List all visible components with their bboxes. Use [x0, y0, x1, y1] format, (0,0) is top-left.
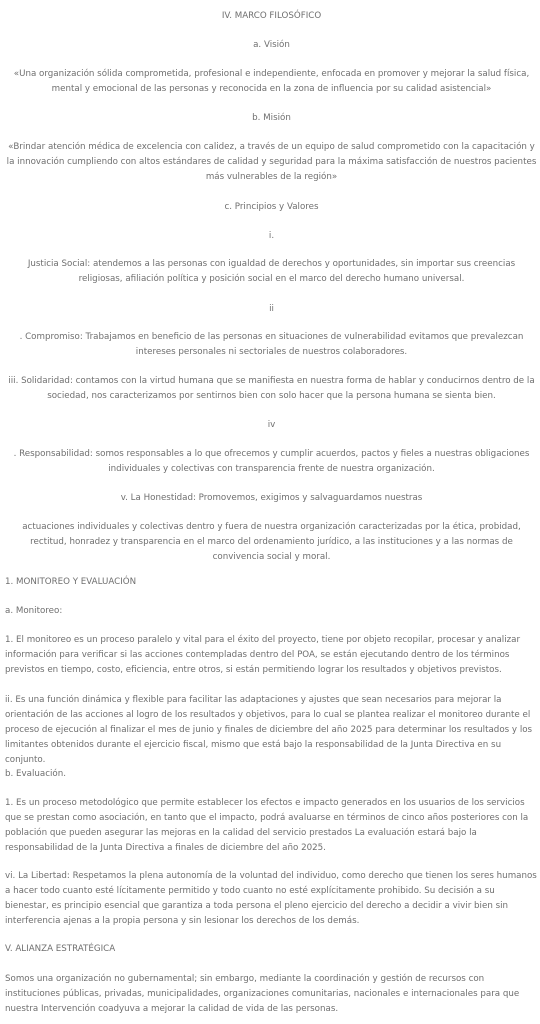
value-responsabilidad: . Responsabilidad: somos responsables a lo que ofrecemos y cumplir acuerdos, pactos y fieles a nuestras obligaciones individuales y colectivas con transparencia frente de nuestra organización. [13, 449, 530, 474]
value-honestidad-paragraph: actuaciones individuales y colectivas dentro y fuera de nuestra organización caracterizadas por la ética, probidad, rectitud, honradez y transparencia en el marco del ordenamiento jurídico, a las instituciones y a las normas de convivencia social y moral. [22, 522, 521, 562]
value-numeral-ii: ii [269, 304, 274, 314]
subheading-vision: a. Visión [253, 40, 290, 50]
value-numeral-iv: iv [267, 420, 276, 430]
section-heading-alianza-estrategica: V. ALIANZA ESTRATÉGICA [5, 944, 116, 954]
mision-paragraph: «Brindar atención médica de excelencia con calidez, a través de un equipo de salud comprometido con la capacitación y la innovación cumpliendo con altos estándares de calidad y seguridad para la máxima satisfacción de nuestros pacientes más vulnerables de la región» [6, 142, 537, 182]
subheading-monitoreo: a. Monitoreo: [5, 606, 63, 616]
subheading-evaluacion: b. Evaluación. [5, 769, 67, 779]
subheading-mision: b. Misión [252, 113, 291, 123]
value-libertad-paragraph: vi. La Libertad: Respetamos la plena autonomía de la voluntad del individuo, como derecho que tienen los seres humanos a hacer todo cuanto esté lícitamente permitido y todo cuanto no esté explícitamente prohibido. Su decisión a su bienestar, es principio esencial que garantiza a toda persona el pleno ejercicio del derecho a decidir a vivir bien sin interferencia ajenas a la propia persona y sin lesionar los derechos de los demás. [5, 871, 537, 926]
evaluacion-paragraph: 1. Es un proceso metodológico que permite establecer los efectos e impacto generados en los usuarios de los servicios que se prestan como asociación, en tanto que el impacto, podrá avaluarse en términos de cinco años posteriores con la población que pueden asegurar las mejoras en la calidad del servicio prestados La evaluación estará bajo la responsabilidad de la Junta Directiva a finales de diciembre del año 2025. [5, 798, 529, 853]
value-solidaridad: iii. Solidaridad: contamos con la virtud humana que se manifiesta en nuestra forma de hablar y conducirnos dentro de la sociedad, nos caracterizamos por sentirnos bien con solo hacer que la persona humana se sienta bien. [8, 376, 535, 401]
vision-paragraph: «Una organización sólida comprometida, profesional e independiente, enfocada en promover y mejorar la salud física, mental y emocional de las personas y reconocida en la zona de influencia por su calidad asistencial» [13, 69, 530, 94]
subheading-principios-valores: c. Principios y Valores [224, 202, 319, 212]
monitoreo-paragraph-1: 1. El monitoreo es un proceso paralelo y vital para el éxito del proyecto, tiene por objeto recopilar, procesar y analizar información para verificar si las acciones contempladas dentro del POA, se están ejecutando dentro de los términos previstos en tiempo, costo, eficiencia, entre otros, si están permitiendo lograr los resultados y objetivos previstos. [5, 635, 521, 675]
section-heading-monitoreo-evaluacion: 1. MONITOREO Y EVALUACIÓN [5, 577, 137, 587]
section-heading-marco-filosofico: IV. MARCO FILOSÓFICO [221, 11, 322, 21]
value-justicia-social: Justicia Social: atendemos a las personas con igualdad de derechos y oportunidades, sin importar sus creencias religiosas, afiliación política y posición social en el marco del derecho humano universal. [27, 259, 516, 284]
alianza-paragraph: Somos una organización no gubernamental; sin embargo, mediante la coordinación y gestión de recursos con instituciones públicas, privadas, municipalidades, organizaciones comunitarias, nacionales e internacionales para que nuestra Intervención coadyuva a mejorar la calidad de vida de las personas. [5, 974, 520, 1014]
value-compromiso: . Compromiso: Trabajamos en beneficio de las personas en situaciones de vulnerabilidad evitamos que prevalezcan intereses personales ni sectoriales de nuestros colaboradores. [19, 332, 524, 357]
value-honestidad-intro: v. La Honestidad: Promovemos, exigimos y salvaguardamos nuestras [120, 493, 423, 503]
value-numeral-i: i. [268, 231, 275, 241]
monitoreo-paragraph-2: ii. Es una función dinámica y flexible para facilitar las adaptaciones y ajustes que sean necesarios para mejorar la orientación de las acciones al logro de los resultados y objetivos, para lo cual se plantea realizar el monitoreo durante el proceso de ejecución al finalizar el mes de junio y finales de diciembre del año 2025 para determinar los resultados y los limitantes obtenidos durante el ejercicio fiscal, mismo que está bajo la responsabilidad de la Junta Directiva en su conjunto. [5, 695, 533, 765]
